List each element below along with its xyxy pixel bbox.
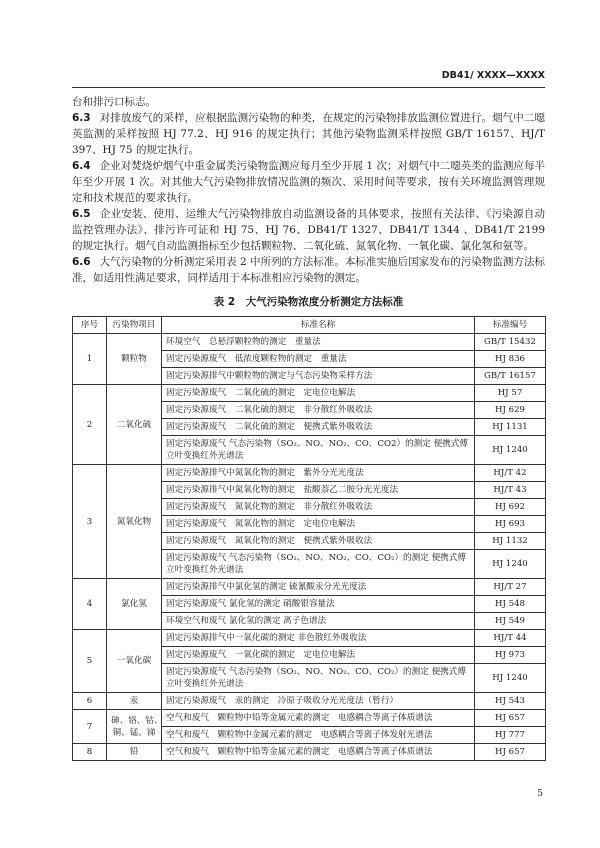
standard-name-cell: 环境空气和废气 氯化氢的测定 离子色谱法 [162,613,475,630]
pollutant-cell [107,334,162,385]
table-row [73,334,546,351]
pollutant-cell [107,465,162,579]
standard-name-cell: 固定污染源排气中氯化氢的测定 硫氰酸汞分光光度法 [162,579,475,596]
serial-number-cell: 1 [73,334,107,385]
standard-name-cell: 空气和废气 颗粒物中铅等金属元素的测定 电感耦合等离子体质谱法 [162,744,475,761]
standard-code-cell: HJ 657 [475,744,546,761]
pollutant-cell [107,744,162,761]
table-row [73,465,546,482]
standard-code-cell: HJ 549 [475,613,546,630]
pollutant-cell [107,710,162,744]
standard-name-cell: 固定污染源废气 二氧化硫的测定 定电位电解法 [162,385,475,402]
standard-name-cell: 固定污染源排气中颗粒物的测定与气态污染物采样方法 [162,368,475,385]
standard-name-cell: 固定污染源排气中氮氧化物的测定 紫外分光光度法 [162,465,475,482]
pollutant-cell [107,693,162,710]
clause-number: 6.5 [72,208,91,220]
serial-number-cell: 8 [73,744,107,761]
standard-code-cell: HJ/T 27 [475,579,546,596]
standard-code-cell: HJ 1131 [475,419,546,436]
clause-6-6 [72,254,545,286]
standard-code-cell: HJ/T 42 [475,465,546,482]
page-content [72,94,545,761]
serial-number-cell: 6 [73,693,107,710]
table-body [73,334,546,761]
clause-text: 对排放废气的采样，应根据监测污染物的种类，在规定的污染物排放监测位置进行。烟气中二噁英监测的采样按照 HJ 77.2、HJ 916 的规定执行；其他污染物监测采样按照 GB/T 16157、HJ/T 397、HJ 75 的规定执行。 [72,112,545,156]
pollutant-cell [107,630,162,693]
standard-code-cell: HJ 548 [475,596,546,613]
pollutant-name-line: 二氧化硫 [116,419,152,430]
standard-code-cell: HJ 973 [475,647,546,664]
table-header-row [73,317,546,334]
serial-number-cell: 3 [73,465,107,579]
standard-code-cell: HJ 777 [475,727,546,744]
standard-name-cell: 固定污染源废气 氮氧化物的测定 定电位电解法 [162,516,475,533]
pollutant-name-line: 铜、锰、锑 [112,727,156,738]
standard-name-cell: 固定污染源废气 气态污染物（SO₂、NO、NO₂、CO、CO₂）的测定 便携式傅立叶变换红外光谱法 [162,550,475,579]
table-row [73,579,546,596]
standard-name-cell: 环境空气 总悬浮颗粒物的测定 重量法 [162,334,475,351]
table-row [73,630,546,647]
pollutant-name-line: 汞 [129,696,139,706]
standard-code-cell: HJ 543 [475,693,546,710]
standard-name-cell: 固定污染源排气中一氧化碳的测定 非色散红外吸收法 [162,630,475,647]
header-standard-code: 标准编号 [475,317,546,334]
pollutant-name-line: 氯化氢 [121,599,147,609]
standard-code-cell: HJ 1132 [475,533,546,550]
standard-name-cell: 固定污染源废气 低浓度颗粒物的测定 重量法 [162,351,475,368]
clause-text: 企业对焚烧炉烟气中重金属类污染物监测应每月至少开展 1 次；对烟气中二噁英类的监测应每半年至少开展 1 次。对其他大气污染物排放情况监测的频次、采用时间等要求，按有关环境监测管理规定和技术规范的要求执行。 [72,160,545,204]
standard-name-cell: 固定污染源废气 氮氧化物的测定 便携式紫外吸收法 [162,533,475,550]
standard-code-cell: GB/T 15432 [475,334,546,351]
standard-name-cell: 空气和废气 颗粒物中铅等金属元素的测定 电感耦合等离子体质谱法 [162,710,475,727]
standard-code-cell: HJ 693 [475,516,546,533]
standard-name-cell: 固定污染源废气 二氧化硫的测定 便携式紫外吸收法 [162,419,475,436]
standard-code-cell: HJ/T 44 [475,630,546,647]
standard-code-cell: HJ 1240 [475,550,546,579]
standard-code-cell: HJ 629 [475,402,546,419]
standard-code-cell: HJ 1240 [475,664,546,693]
standard-name-cell: 固定污染源废气 气态污染物（SO₂、NO、NO₂、CO、CO2）的测定 便携式傅立叶变换红外光谱法 [162,436,475,465]
header-serial: 序号 [73,317,107,334]
pollutant-name-line: 砷、铬、钴、 [111,715,163,726]
table-row [73,744,546,761]
standard-name-cell: 固定污染源废气 氯化氢的测定 硝酸银容量法 [162,596,475,613]
standard-name-cell: 固定污染源废气 二氧化硫的测定 非分散红外吸收法 [162,402,475,419]
serial-number-cell: 2 [73,385,107,465]
table-title: 表 2 大气污染物浓度分析测定方法标准 [213,296,404,308]
clause-text: 企业安装、使用、运维大气污染物排放自动监测设备的具体要求，按照有关法律、《污染源自动监控管理办法》、排污许可证和 HJ 75、HJ 76、DB41/T 1327、DB41/T 1344 、DB41/T 2199 的规定执行。烟气自动监测指标至少包括颗粒物、二氧化硫、氮氧化物、一氧化碳、氯化氢和氨等。 [72,208,545,252]
pollutant-cell [107,579,162,630]
pollutant-name-line: 铅 [129,747,139,757]
standard-code-cell: HJ 692 [475,499,546,516]
standard-name-cell: 固定污染源废气 一氧化碳的测定 定电位电解法 [162,647,475,664]
serial-number-cell: 4 [73,579,107,630]
standard-code-cell: GB/T 16157 [475,368,546,385]
standard-name-cell: 空气和废气 颗粒物中金属元素的测定 电感耦合等离子体发射光谱法 [162,727,475,744]
table-row [73,693,546,710]
pollutant-name-line: 颗粒物 [121,354,147,364]
clause-6-3 [72,110,545,158]
page-number: 5 [537,789,543,799]
clause-number: 6.4 [72,160,91,172]
header-rule [72,87,545,88]
standards-table [72,316,546,761]
pollutant-cell [107,385,162,465]
pollutant-name-line: 一氧化碳 [116,656,152,666]
clause-number: 6.3 [72,112,91,124]
standard-name-cell: 固定污染源废气 汞的测定 冷原子吸收分光光度法（暂行） [162,693,475,710]
table-row [73,710,546,727]
standard-code-cell: HJ 1240 [475,436,546,465]
clause-text: 大气污染物的分析测定采用表 2 中所列的方法标准。本标准实施后国家发布的污染物监测方法标准，如适用性满足要求，同样适用于本标准相应污染物的测定。 [72,256,545,284]
header-pollutant: 污染物项目 [107,317,162,334]
serial-number-cell: 5 [73,630,107,693]
standard-code-cell: HJ 57 [475,385,546,402]
pollutant-name-line: 氮氧化物 [116,516,152,527]
standard-code-cell: HJ/T 43 [475,482,546,499]
clause-number: 6.6 [72,256,91,268]
continuation-paragraph: 台和排污口标志。 [72,96,156,108]
standard-name-cell: 固定污染源废气 气态污染物（SO₂、NO、NO₂、CO、CO₂）的测定 便携式傅立叶变换红外光谱法 [162,664,475,693]
clause-6-5 [72,206,545,254]
clause-6-4 [72,158,545,206]
standard-code-cell: HJ 657 [475,710,546,727]
document-code-header: DB41/ XXXX—XXXX [441,70,545,81]
header-standard-name: 标准名称 [162,317,475,334]
table-row [73,385,546,402]
standard-code-cell: HJ 836 [475,351,546,368]
standard-name-cell: 固定污染源排气中氮氧化物的测定 盐酸萘乙二胺分光光度法 [162,482,475,499]
standard-name-cell: 固定污染源废气 氮氧化物的测定 非分散红外吸收法 [162,499,475,516]
serial-number-cell: 7 [73,710,107,744]
